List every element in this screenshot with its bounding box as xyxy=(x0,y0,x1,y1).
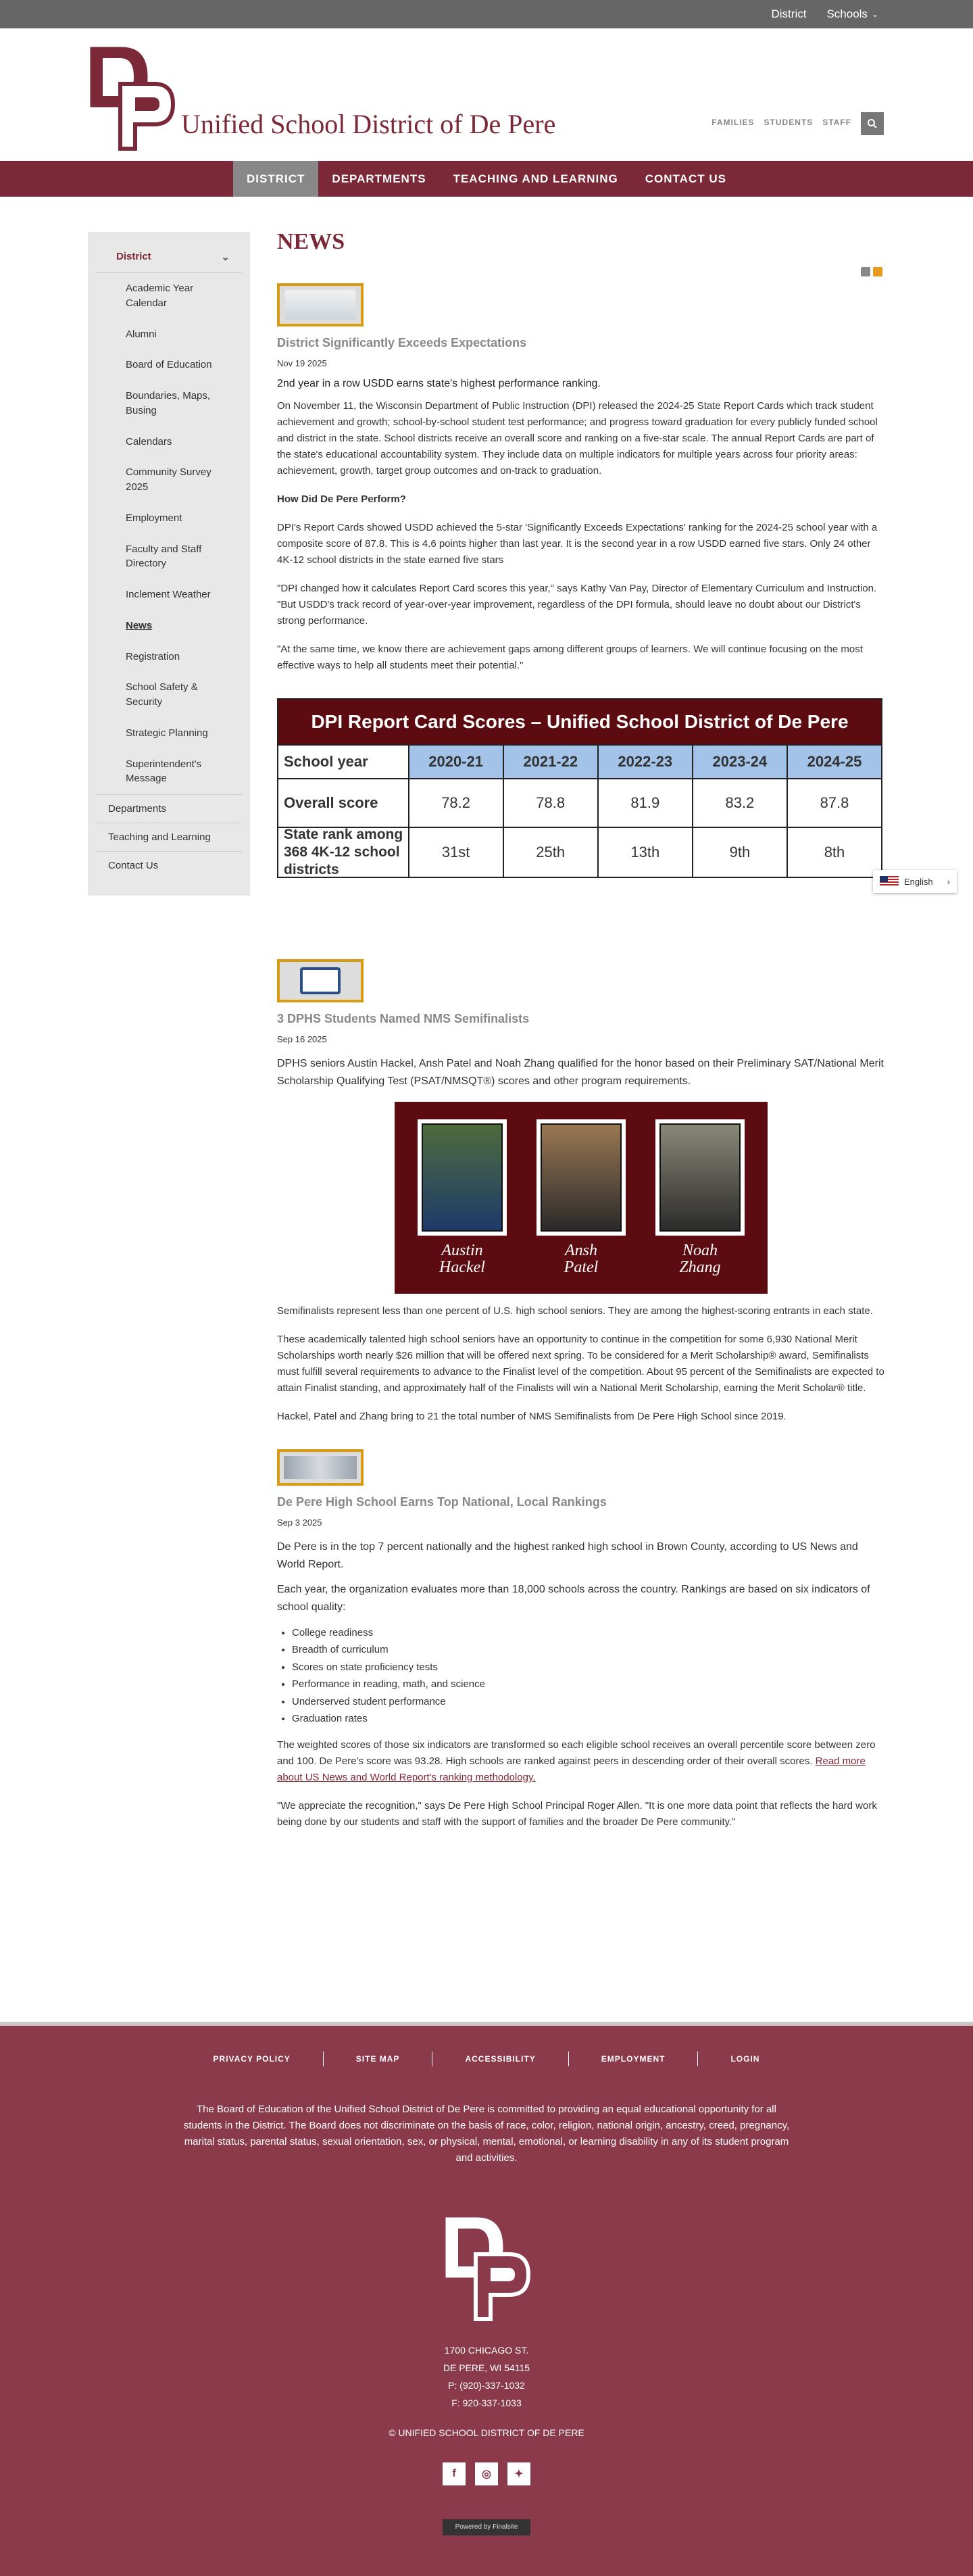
footer-link-employment[interactable]: EMPLOYMENT xyxy=(568,2051,698,2066)
table-row xyxy=(278,827,881,877)
nondiscrimination-notice: The Board of Education of the Unified School District of De Pere is committed to providing an equal educational opportunity for all students in the District. The Board does not discriminate on the basis of race, color, religion, national origin, ancestry, creed, pregnancy, marital status, parental status, sexual orientation, sex, or physical, mental, emotional, or learning disability in any of its student program and activities. xyxy=(183,2104,790,2164)
table-cell: 2020-21 xyxy=(408,746,503,778)
student-name xyxy=(418,1242,507,1276)
report-card-title: DPI Report Card Scores – Unified School District of De Pere xyxy=(278,700,881,744)
quick-link-staff[interactable]: STAFF xyxy=(822,118,851,127)
utility-bar xyxy=(0,0,973,28)
table-cell: 25th xyxy=(503,828,597,877)
sidebar-item-directory[interactable]: Faculty and Staff Directory xyxy=(126,543,202,570)
table-cell: 31st xyxy=(408,828,503,877)
article-paragraph: Hackel, Patel and Zhang bring to 21 the total number of NMS Semifinalists from De Pere High School since 2019. xyxy=(277,1411,787,1423)
utility-district-link[interactable]: District xyxy=(771,7,807,20)
article-paragraph: "We appreciate the recognition," says De Pere High School Principal Roger Allen. "It is one more data point that reflects the hard work being done by our students and staff with the support of families and the broader De Pere community." xyxy=(277,1799,877,1828)
page-title: NEWS xyxy=(277,229,345,254)
footer-link-sitemap[interactable]: SITE MAP xyxy=(323,2051,432,2066)
article-thumbnail[interactable] xyxy=(277,959,364,1002)
quick-link-students[interactable]: STUDENTS xyxy=(764,118,814,127)
chevron-down-icon[interactable]: ⌄ xyxy=(221,251,230,263)
list-item: • Graduation rates xyxy=(292,1710,885,1728)
rss-icon[interactable] xyxy=(861,267,870,276)
sidebar-item-survey[interactable]: Community Survey 2025 xyxy=(126,466,211,493)
list-item: • College readiness xyxy=(292,1624,885,1642)
facebook-icon[interactable]: f xyxy=(443,2462,466,2485)
student-last-name: Patel xyxy=(564,1259,599,1277)
sidebar-item-employment[interactable]: Employment xyxy=(126,512,182,524)
quality-indicator-list xyxy=(292,1624,885,1728)
search-button[interactable] xyxy=(861,112,884,135)
article-date: Sep 16 2025 xyxy=(277,1034,327,1044)
sidebar-item-calendars[interactable]: Calendars xyxy=(126,435,172,447)
sidebar-item-alumni[interactable]: Alumni xyxy=(126,328,157,340)
article-paragraph: Each year, the organization evaluates more than 18,000 schools across the country. Rankings are based on six indicators of school quality: xyxy=(277,1584,870,1613)
table-cell: 2024-25 xyxy=(787,746,881,778)
student-photo xyxy=(655,1119,745,1236)
news-main xyxy=(277,229,885,1830)
nav-departments[interactable]: DEPARTMENTS xyxy=(332,172,426,185)
footer-logo[interactable] xyxy=(442,2214,531,2322)
article-paragraph: On November 11, the Wisconsin Department of Public Instruction (DPI) released the 2024-25 State Report Cards which track student achievement and growth; school-by-school student test performance; and progress toward graduation for every publicly funded school and district in the state. School districts receive an overall score and ranking on a five-star scale. The annual Report Cards are part of the state's educational accountability system. They include data on multiple indicators for multiple years across four priority areas: achievement, growth, target group outcomes and on-track to graduation. xyxy=(277,400,878,477)
sidebar-item-boundaries[interactable]: Boundaries, Maps, Busing xyxy=(126,390,211,416)
table-cell: 13th xyxy=(597,828,692,877)
student-name xyxy=(537,1242,626,1276)
article-date: Sep 3 2025 xyxy=(277,1517,322,1528)
article-thumbnail[interactable] xyxy=(277,1449,364,1486)
student-name xyxy=(655,1242,745,1276)
fax-number: F: 920-337-1033 xyxy=(451,2397,522,2408)
article-title[interactable]: De Pere High School Earns Top National, Local Rankings xyxy=(277,1495,607,1509)
article-text: The weighted scores of those six indicators are transformed so each eligible school receives an overall percentile score between zero and 100. De Pere's score was 93.28. High schools are ranked against peers in descending order of their overall scores. xyxy=(277,1739,876,1767)
list-item: • Performance in reading, math, and science xyxy=(292,1676,885,1693)
schools-label: Schools xyxy=(826,7,868,20)
table-cell: 83.2 xyxy=(692,779,787,827)
address-line: DE PERE, WI 54115 xyxy=(443,2362,530,2373)
instagram-icon[interactable]: ◎ xyxy=(475,2462,498,2485)
nav-teaching-and-learning[interactable]: TEACHING AND LEARNING xyxy=(453,172,618,185)
powered-by-finalsite[interactable]: Powered by Finalsite xyxy=(443,2519,530,2535)
table-cell: 2021-22 xyxy=(503,746,597,778)
student-last-name: Hackel xyxy=(439,1259,485,1277)
table-cell: 87.8 xyxy=(787,779,881,827)
article-paragraph: "DPI changed how it calculates Report Card scores this year," says Kathy Van Pay, Director of Elementary Curriculum and Instruction. "But USDD's track record of year-over-year improvement, regardless of the DPI formula, should leave no doubt about our District's strong performance. xyxy=(277,583,877,627)
table-row xyxy=(278,744,881,778)
table-cell: Overall score xyxy=(284,794,378,811)
student-first-name: Austin xyxy=(441,1242,483,1260)
sidebar-item-safety[interactable]: School Safety & Security xyxy=(126,681,198,708)
table-cell: 81.9 xyxy=(597,779,692,827)
site-footer xyxy=(0,2022,973,2576)
table-cell: 9th xyxy=(692,828,787,877)
table-cell: School year xyxy=(284,753,368,770)
article-lead: 2nd year in a row USDD earns state's highest performance ranking. xyxy=(277,378,601,389)
sidebar-item-registration[interactable]: Registration xyxy=(126,650,180,662)
table-cell: 8th xyxy=(787,828,881,877)
footer-link-privacy[interactable]: PRIVACY POLICY xyxy=(213,2054,291,2064)
sidebar-item-board[interactable]: Board of Education xyxy=(126,359,212,371)
list-item: • Breadth of curriculum xyxy=(292,1641,885,1659)
footer-link-login[interactable]: LOGIN xyxy=(697,2051,792,2066)
sidebar-item-contact[interactable]: Contact Us xyxy=(96,851,242,879)
nav-district[interactable]: DISTRICT xyxy=(233,161,318,197)
article-paragraph: These academically talented high school seniors have an opportunity to continue in the competition for some 6,930 National Merit Scholarships worth nearly $26 million that will be offered next spring. To be considered for a Merit Scholarship® award, Semifinalists must fulfill several requirements to advance to the Finalist level of the competition. About 95 percent of the Semifinalists are expected to attain Finalist standing, and approximately half of the Finalists will win a National Merit Scholarship, earning the Merit Scholar® title. xyxy=(277,1334,884,1394)
sidebar-item-strategic[interactable]: Strategic Planning xyxy=(126,727,208,739)
article xyxy=(277,1449,885,1830)
sidebar-item-district[interactable] xyxy=(96,244,242,273)
quick-link-families[interactable]: FAMILIES xyxy=(712,118,755,127)
article xyxy=(277,959,885,1425)
student-photo xyxy=(418,1119,507,1236)
student-first-name: Ansh xyxy=(565,1242,597,1260)
nav-contact-us[interactable]: CONTACT US xyxy=(645,172,726,185)
article-paragraph: DPHS seniors Austin Hackel, Ansh Patel and Noah Zhang qualified for the honor based on their Preliminary SAT/National Merit Scholarship Qualifying Test (PSAT/NMSQT®) scores and other program requirements. xyxy=(277,1058,884,1087)
semifinalists-photo xyxy=(395,1102,768,1294)
table-cell: 2022-23 xyxy=(597,746,692,778)
chevron-down-icon: ⌄ xyxy=(871,9,878,19)
social-links xyxy=(0,2462,973,2485)
article xyxy=(277,283,885,878)
sidebar-item-news[interactable]: News xyxy=(126,619,153,631)
language-label: English xyxy=(904,876,933,887)
calendar-feed-icon[interactable] xyxy=(873,267,882,276)
site-name[interactable]: Unified School District of De Pere xyxy=(181,109,556,139)
student-first-name: Noah xyxy=(682,1242,718,1260)
article-thumbnail[interactable] xyxy=(277,283,364,326)
student-last-name: Zhang xyxy=(679,1259,721,1277)
footer-links xyxy=(0,2026,973,2066)
article-heading: How Did De Pere Perform? xyxy=(277,493,406,505)
sidebar-item-weather[interactable]: Inclement Weather xyxy=(126,589,211,600)
table-cell: State rank among 368 4K-12 school districts xyxy=(284,826,403,878)
utility-schools-menu[interactable] xyxy=(826,7,878,21)
content-area xyxy=(0,197,973,2022)
table-cell: 78.8 xyxy=(503,779,597,827)
report-card-table xyxy=(277,698,882,878)
table-row xyxy=(278,778,881,827)
article-paragraph: "At the same time, we know there are achievement gaps among different groups of learners. We will continue focusing on the most effective ways to help all students meet their potential." xyxy=(277,643,863,671)
chevron-right-icon: › xyxy=(947,876,950,887)
address-line: 1700 CHICAGO ST. xyxy=(444,2345,529,2356)
feed-icons xyxy=(861,267,882,276)
phone-number[interactable]: P: (920)-337-1032 xyxy=(448,2379,525,2391)
sidebar-item-departments[interactable]: Departments xyxy=(96,794,242,823)
sidebar-item-academic-calendar[interactable]: Academic Year Calendar xyxy=(126,283,194,309)
footer-link-accessibility[interactable]: ACCESSIBILITY xyxy=(432,2051,568,2066)
article-paragraph: Semifinalists represent less than one percent of U.S. high school seniors. They are among the highest-scoring entrants in each state. xyxy=(277,1305,873,1317)
copyright: © UNIFIED SCHOOL DISTRICT OF DE PERE xyxy=(389,2427,584,2438)
district-address xyxy=(0,2342,973,2412)
main-nav xyxy=(0,161,973,197)
sidebar-item-superintendent[interactable]: Superintendent's Message xyxy=(126,758,202,785)
article-title[interactable]: District Significantly Exceeds Expectations xyxy=(277,336,527,349)
sidebar xyxy=(88,232,250,896)
translate-widget[interactable] xyxy=(873,870,957,893)
twitter-icon[interactable]: ✦ xyxy=(507,2462,530,2485)
us-flag-icon xyxy=(880,876,899,887)
methodology-link[interactable]: Read more about US News and World Report's ranking methodology. xyxy=(277,1755,866,1783)
quick-links xyxy=(712,118,851,127)
student-photo xyxy=(537,1119,626,1236)
table-cell: 2023-24 xyxy=(692,746,787,778)
list-item: • Scores on state proficiency tests xyxy=(292,1659,885,1676)
search-icon xyxy=(867,118,878,129)
sidebar-district-label: District xyxy=(116,251,151,262)
article-paragraph: De Pere is in the top 7 percent nationally and the highest ranked high school in Brown County, according to US News and World Report. xyxy=(277,1541,858,1570)
district-logo[interactable] xyxy=(86,43,176,151)
table-cell: 78.2 xyxy=(408,779,503,827)
sidebar-item-teaching[interactable]: Teaching and Learning xyxy=(96,823,242,851)
article-paragraph xyxy=(277,1737,885,1786)
article-paragraph: DPI's Report Cards showed USDD achieved the 5-star 'Significantly Exceeds Expectations' ranking for the 2024-25 school year with a composite score of 87.8. This is 4.6 points higher than last year. It is the second year in a row USDD earned five stars. Only 24 other 4K-12 school districts in the state earned five stars xyxy=(277,522,878,566)
list-item: • Underserved student performance xyxy=(292,1693,885,1711)
article-title[interactable]: 3 DPHS Students Named NMS Semifinalists xyxy=(277,1012,530,1025)
site-header xyxy=(0,28,973,161)
article-date: Nov 19 2025 xyxy=(277,358,327,368)
